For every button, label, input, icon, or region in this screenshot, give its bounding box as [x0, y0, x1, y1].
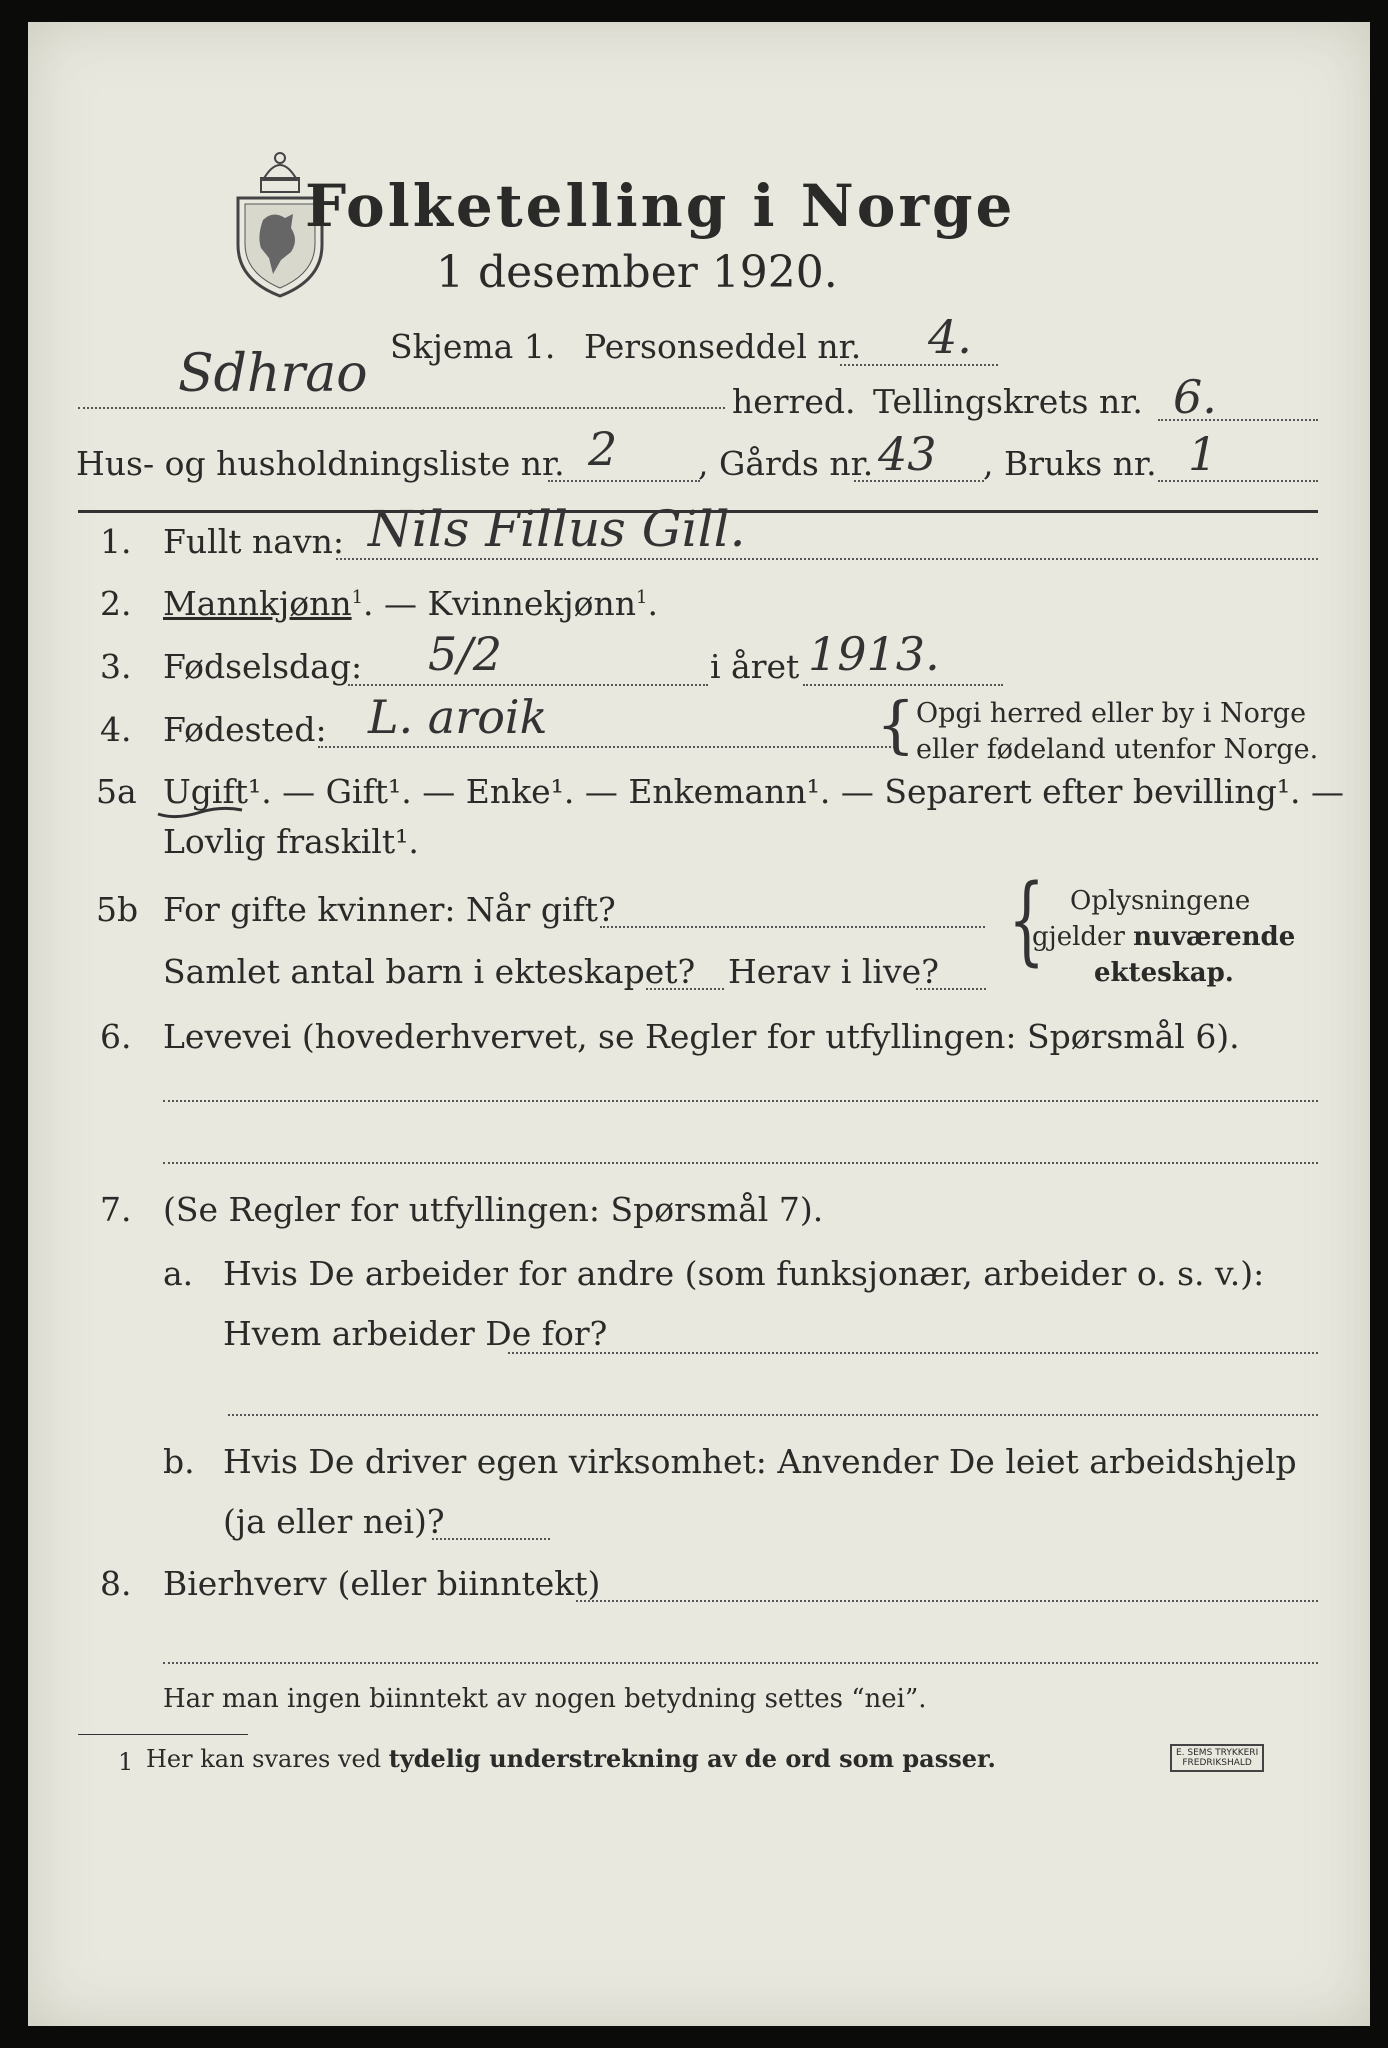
hus-label: Hus- og husholdningsliste nr. [76, 444, 565, 483]
year-field-line [803, 684, 1003, 686]
q7a-number: a. [163, 1254, 194, 1293]
printer-stamp-line1: E. SEMS TRYKKERI [1176, 1748, 1259, 1758]
gender-end: . [647, 584, 658, 623]
bruks-label: , Bruks nr. [983, 444, 1157, 483]
hus-field-line [548, 480, 700, 482]
q4-number: 4. [100, 710, 132, 749]
personseddel-field-line [840, 364, 998, 366]
census-form-page [28, 22, 1370, 2026]
children-count-field-line [646, 988, 724, 990]
employer-field-line [508, 1352, 1318, 1354]
children-alive-field-line [916, 988, 986, 990]
q5b-note2b: nuværende [1133, 922, 1296, 952]
q2-gender-line: Mannkjønn$^1$. — Kvinnekjønn$^1$. [163, 584, 658, 623]
full-name-value: Nils Fillus Gill. [368, 500, 746, 558]
gards-value: 43 [878, 427, 937, 481]
q7b-number: b. [163, 1442, 195, 1481]
q7b-line1: Hvis De driver egen virksomhet: Anvender De leiet arbeidshjelp [223, 1442, 1297, 1481]
q6-field-line-2 [163, 1162, 1318, 1164]
birthday-value: 5/2 [428, 627, 503, 681]
q7b-line2: (ja eller nei)? [223, 1502, 445, 1541]
gender-separator: . — [363, 584, 428, 623]
employer-field-line-2 [228, 1414, 1318, 1416]
gards-label: , Gårds nr. [698, 444, 874, 483]
q1-label: Fullt navn: [163, 522, 344, 561]
gender-female-option: Kvinnekjønn [427, 584, 637, 623]
q5b-note2a: gjelder [1032, 922, 1134, 952]
q5b-line1: For gifte kvinner: Når gift? [163, 890, 616, 929]
q8-note: Har man ingen biinntekt av nogen betydning settes “nei”. [163, 1684, 927, 1714]
married-when-field-line [600, 926, 985, 928]
q5a-line1: Ugift¹. — Gift¹. — Enke¹. — Enkemann¹. — Separert efter bevilling¹. — [163, 772, 1345, 811]
form-title: Folketelling i Norge [305, 172, 1016, 240]
q8-number: 8. [100, 1564, 132, 1603]
printer-stamp [1170, 1744, 1264, 1772]
q4-label: Fødested: [163, 710, 327, 749]
q5b-note2 [1032, 922, 1295, 952]
tellingskrets-value: 6. [1173, 370, 1217, 424]
q6-label: Levevei (hovederhvervet, se Regler for utfyllingen: Spørsmål 6). [163, 1017, 1240, 1056]
printer-stamp-line2: FREDRIKSHALD [1182, 1758, 1252, 1768]
q5b-number: 5b [96, 890, 139, 929]
q6-number: 6. [100, 1017, 132, 1056]
q4-brace: { [876, 688, 916, 761]
ugift-underline-mark [156, 800, 246, 824]
schema-label: Skjema 1. [390, 327, 556, 366]
q7-label: (Se Regler for utfyllingen: Spørsmål 7). [163, 1190, 824, 1229]
q2-number: 2. [100, 584, 132, 623]
year-label: i året [710, 647, 800, 686]
side-income-field-line [576, 1600, 1318, 1602]
census-date: 1 desember 1920. [436, 247, 838, 298]
q7a-line2: Hvem arbeider De for? [223, 1314, 608, 1353]
q6-field-line-1 [163, 1100, 1318, 1102]
herred-label: herred. [732, 382, 856, 421]
birthplace-value: L. aroik [368, 690, 548, 744]
q5a-number: 5a [96, 772, 137, 811]
gender-male-option: Mannkjønn [163, 584, 352, 623]
q7a-line1: Hvis De arbeider for andre (som funksjonær, arbeider o. s. v.): [223, 1254, 1265, 1293]
birth-year-value: 1913. [808, 627, 940, 681]
footnote-text-b: tydelig understrekning av de ord som passer. [388, 1744, 996, 1773]
footnote-text [146, 1744, 996, 1773]
municipality-value: Sdhrao [178, 344, 368, 404]
birthday-field-line [348, 684, 708, 686]
q5b-line2a: Samlet antal barn i ekteskapet? [163, 952, 696, 991]
q8-label: Bierhverv (eller biinntekt) [163, 1564, 601, 1603]
hired-help-field-line [432, 1538, 550, 1540]
hus-value: 2 [588, 422, 618, 476]
q4-note-line1: Opgi herred eller by i Norge [916, 698, 1307, 729]
q5b-note3: ekteskap. [1094, 958, 1234, 988]
birthplace-field-line [318, 746, 898, 748]
q1-field-line [336, 558, 1318, 560]
q7-number: 7. [100, 1190, 132, 1229]
q3-number: 3. [100, 647, 132, 686]
bruks-value: 1 [1188, 427, 1218, 481]
q5a-line2: Lovlig fraskilt¹. [163, 822, 419, 861]
q5b-brace: { [1008, 864, 1045, 976]
bruks-field-line [1158, 480, 1318, 482]
side-income-field-line-2 [163, 1662, 1318, 1664]
q5b-line2b: Herav i live? [728, 952, 939, 991]
q4-note-line2: eller fødeland utenfor Norge. [916, 734, 1319, 765]
personseddel-label: Personseddel nr. [584, 327, 862, 366]
tellingskrets-label: Tellingskrets nr. [873, 382, 1143, 421]
q3-label: Fødselsdag: [163, 647, 363, 686]
footnote-divider [78, 1734, 248, 1735]
personseddel-value: 4. [928, 310, 972, 364]
q5b-note1: Oplysningene [1070, 886, 1251, 916]
municipality-field-line [78, 407, 725, 409]
footnote-mark: 1 [118, 1748, 134, 1776]
q1-number: 1. [100, 522, 132, 561]
footnote-text-a: Her kan svares ved [146, 1745, 389, 1773]
